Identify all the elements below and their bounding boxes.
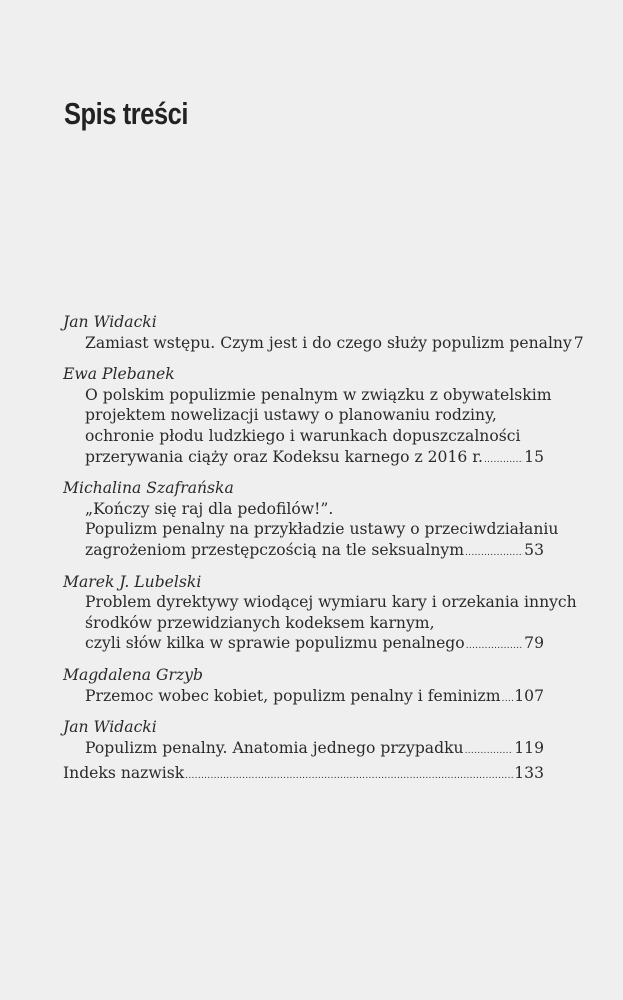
entry-title-text: ochronie płodu ludzkiego i warunkach dopuszczalności xyxy=(85,426,521,445)
page-number: 79 xyxy=(524,634,544,653)
entry-author: Jan Widacki xyxy=(63,718,157,737)
entry-title-text: czyli słów kilka w sprawie populizmu penalnego xyxy=(85,634,465,653)
toc-entry[interactable] xyxy=(63,572,577,657)
entry-author: Ewa Plebanek xyxy=(63,365,175,384)
toc-entry[interactable] xyxy=(63,312,584,356)
page-number: 133 xyxy=(514,764,544,782)
entry-author: Michalina Szafrańska xyxy=(63,479,234,498)
entry-title-line xyxy=(63,686,544,710)
dot-leader xyxy=(484,450,523,471)
entry-title-line xyxy=(63,405,544,426)
page-number: 53 xyxy=(524,540,544,559)
entry-title-line xyxy=(63,613,544,634)
entry-author: Jan Widacki xyxy=(63,313,157,331)
page-number: 107 xyxy=(514,686,544,705)
toc-entry[interactable] xyxy=(63,364,552,470)
entry-author: Magdalena Grzyb xyxy=(63,665,203,684)
dot-leader xyxy=(466,636,523,657)
toc-entry[interactable] xyxy=(63,478,559,563)
entry-title-line xyxy=(63,519,559,540)
entry-title-text: przerywania ciąży oraz Kodeksu karnego z 2016 r. xyxy=(85,447,483,466)
entry-title-text: Problem dyrektywy wiodącej wymiaru kary i orzekania innych xyxy=(85,593,577,612)
page-title: Spis treści xyxy=(64,96,189,131)
entry-title-line xyxy=(63,426,544,447)
toc-entry[interactable] xyxy=(63,665,544,709)
dot-leader xyxy=(185,766,513,787)
page-number: 7 xyxy=(573,333,584,352)
table-of-contents xyxy=(63,312,584,769)
entry-title-line xyxy=(63,738,544,762)
dot-leader xyxy=(465,741,514,762)
entry-title-text: projektem nowelizacji ustawy o planowaniu rodziny, xyxy=(85,406,497,425)
entry-title-text: zagrożeniom przestępczością na tle seksualnym xyxy=(85,540,465,559)
entry-title-line xyxy=(63,385,552,406)
index-label: Indeks nazwisk xyxy=(63,764,185,782)
entry-title-text: O polskim populizmie penalnym w związku z obywatelskim xyxy=(85,385,552,404)
toc-entry-index[interactable] xyxy=(63,763,544,787)
entry-author: Marek J. Lubelski xyxy=(63,572,202,591)
page-number: 119 xyxy=(514,738,544,757)
page-number: 15 xyxy=(524,447,544,466)
toc-entry[interactable] xyxy=(63,717,544,761)
entry-title-text: Populizm penalny na przykładzie ustawy o przeciwdziałaniu xyxy=(85,520,559,539)
dot-leader xyxy=(465,543,523,564)
entry-title-line xyxy=(63,499,544,520)
entry-title-text: Przemoc wobec kobiet, populizm penalny i feminizm xyxy=(85,686,501,705)
entry-title-line xyxy=(63,633,544,657)
entry-title-text: Zamiast wstępu. Czym jest i do czego służy populizm penalny xyxy=(85,333,572,352)
dot-leader xyxy=(502,689,514,710)
entry-title-text: Populizm penalny. Anatomia jednego przypadku xyxy=(85,738,464,757)
entry-title-text: „Kończy się raj dla pedofilów!”. xyxy=(85,499,334,518)
entry-title-line xyxy=(63,333,584,357)
entry-title-text: środków przewidzianych kodeksem karnym, xyxy=(85,613,435,632)
entry-title-line xyxy=(63,447,544,471)
entry-title-line xyxy=(63,592,577,613)
entry-title-line xyxy=(63,540,544,564)
